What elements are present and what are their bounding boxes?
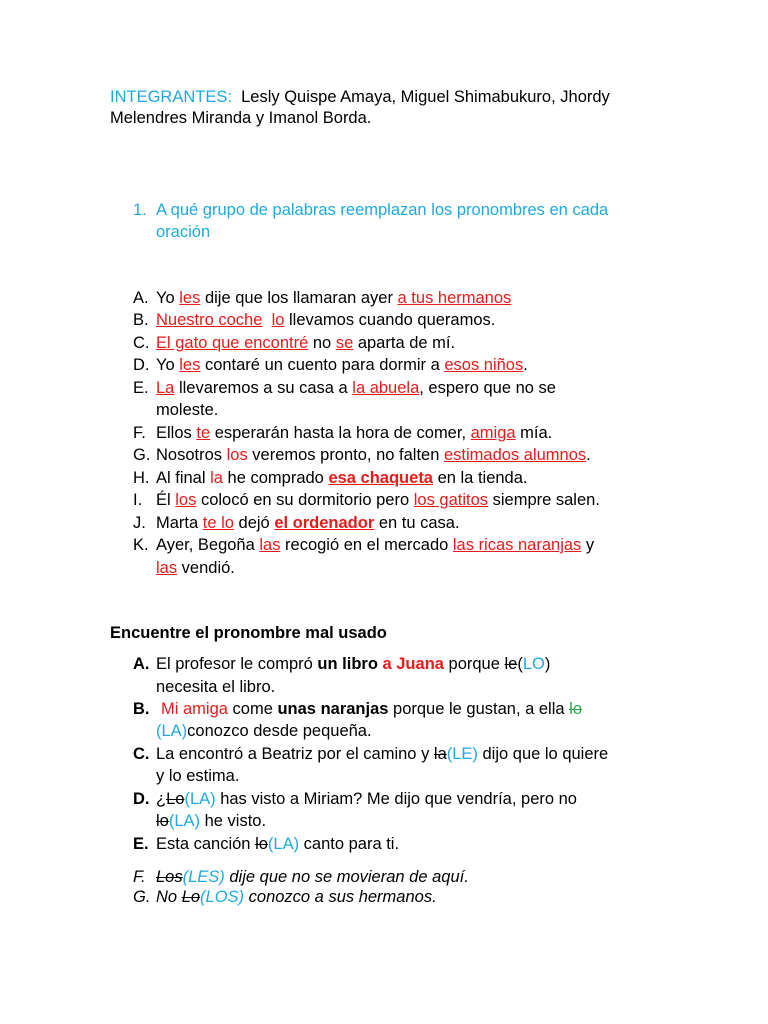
item-text: Marta [156,514,203,532]
list-item [156,788,577,810]
item-letter: H. [133,469,150,487]
wrong-pronoun: lo [255,835,268,853]
item-text: recogió en el mercado [280,536,453,554]
list-item [156,489,600,511]
members-names-1: Lesly Quispe Amaya, Miguel Shimabukuro, Jhordy [241,88,610,106]
pronoun: se [335,334,354,352]
item-text: en la tienda. [433,469,528,487]
item-letter: K. [133,536,149,554]
item-letter: B. [133,311,149,329]
item-letter: J. [133,514,146,532]
item-letter: A. [133,289,149,307]
item-letter: G. [133,888,151,906]
pronoun: La [156,379,175,397]
pronoun: la [210,469,223,487]
item-letter: D. [133,790,150,808]
members-label: INTEGRANTES: [110,88,232,106]
item-letter: D. [133,356,150,374]
list-item [156,467,528,489]
item-letter: G. [133,446,151,464]
list-item [156,743,608,765]
members-line-2 [110,107,371,129]
item-text: Ellos [156,424,197,442]
item-text: Al final [156,469,211,487]
list-item [156,833,399,855]
list-item [156,534,594,556]
item-text: No [156,888,182,906]
subject-phrase: Mi amiga [161,700,228,718]
item-text: has visto a Miriam? Me dijo que vendría, pero no [215,790,577,808]
item-continuation: y lo estima. [156,767,240,785]
list-item [156,867,469,887]
referent: los gatitos [413,491,489,509]
pronoun: las [259,536,281,554]
item-text: contaré un cuento para dormir a [200,356,445,374]
referent: esos niños [444,356,524,374]
item-text: . [523,356,528,374]
item-text: come [227,700,278,718]
item-letter: F. [133,424,146,442]
item-text: Yo [156,356,180,374]
pronoun: los [226,446,248,464]
list-item [156,354,528,376]
item-text: Esta canción [156,835,256,853]
item-letter: E. [133,835,149,853]
item-text: canto para ti. [299,835,400,853]
item-text: dejó [233,514,275,532]
correction: (LE) [446,745,478,763]
list-item [156,698,582,720]
item-letter: C. [133,334,150,352]
wrong-pronoun: le [504,655,518,673]
item-text [262,311,271,329]
pronoun: los [175,491,197,509]
question-1-text-2: oración [156,223,211,241]
item-letter: I. [133,491,143,509]
correction: (LA) [168,812,201,830]
list-item [156,309,495,331]
pronoun: las [156,559,178,577]
correction: (LA) [156,722,188,740]
list-item [156,422,552,444]
item-text: dije que los llamaran ayer [200,289,398,307]
wrong-pronoun: Lo [181,888,201,906]
item-text: colocó en su dormitorio pero [196,491,414,509]
list-item [156,287,511,309]
correction: (LES) [182,868,225,886]
item-continuation [156,557,235,579]
item-text: vendió. [177,559,235,577]
item-text: esperarán hasta la hora de comer, [210,424,471,442]
correction: (LOS) [200,888,245,906]
list-item [156,444,591,466]
pronoun: te [196,424,211,442]
object-phrase: unas naranjas [277,700,389,718]
item-text: y [581,536,595,554]
referent: las ricas naranjas [452,536,582,554]
wrong-pronoun: Los [156,868,183,886]
item-text: dije que no se movieran de aquí. [224,868,469,886]
referent: estimados alumnos [443,446,587,464]
item-continuation: necesita el libro. [156,678,276,696]
item-text: Él [156,491,176,509]
item-text: aparta de mí. [353,334,456,352]
item-text: porque le gustan, a ella [388,700,570,718]
item-letter: E. [133,379,149,397]
item-continuation: moleste. [156,401,219,419]
item-text: conozco desde pequeña. [187,722,372,740]
item-text: en tu casa. [374,514,460,532]
list-item [156,377,556,399]
members-names-2: Melendres Miranda y Imanol Borda. [110,109,372,127]
pronoun: les [179,289,201,307]
item-letter: F. [133,868,146,886]
item-continuation [156,720,372,742]
item-text: conozco a sus hermanos. [244,888,437,906]
object-phrase: un libro [317,655,378,673]
item-text: . [586,446,591,464]
item-letter: A. [133,655,150,673]
item-text: no [308,334,336,352]
item-text: La encontró a Beatriz por el camino y [156,745,434,763]
referent: la abuela [352,379,420,397]
correction: LO [522,655,545,673]
item-text: Yo [156,289,180,307]
members-line-1 [110,86,610,108]
question-1-text-1: A qué grupo de palabras reemplazan los pronombres en cada [156,201,609,219]
item-text: llevamos cuando queramos. [284,311,496,329]
item-text: he visto. [200,812,267,830]
list-item [156,887,437,907]
section-2-title: Encuentre el pronombre mal usado [110,624,387,642]
item-text: veremos pronto, no falten [247,446,444,464]
wrong-pronoun: lo [569,700,582,718]
wrong-pronoun: la [433,745,447,763]
item-text: he comprado [222,469,329,487]
referent: a tus hermanos [397,289,512,307]
item-text: , espero que no se [419,379,556,397]
item-text: ¿ [156,790,167,808]
referent: El gato que encontré [156,334,309,352]
referent: amiga [470,424,516,442]
wrong-pronoun: lo [156,812,169,830]
list-item [156,332,455,354]
list-item [156,653,550,675]
item-letter: B. [133,700,150,718]
referent: Nuestro coche [156,311,263,329]
item-text: dijo que lo quiere [477,745,609,763]
wrong-pronoun: Lo [166,790,185,808]
correction: (LA) [184,790,216,808]
list-item [156,512,460,534]
item-text: mía. [515,424,553,442]
item-text: El profesor le compró [156,655,318,673]
item-text: porque [443,655,505,673]
referent: el ordenador [274,514,375,532]
item-text: ( [517,655,523,673]
item-continuation [156,810,266,832]
indirect-object: a Juana [382,655,444,673]
item-letter: C. [133,745,150,763]
item-text: ) [544,655,551,673]
question-1-number: 1. [133,201,147,219]
pronoun: te lo [202,514,234,532]
item-text: siempre salen. [488,491,600,509]
item-text: Nosotros [156,446,227,464]
correction: (LA) [267,835,300,853]
pronoun: lo [271,311,285,329]
item-text: llevaremos a su casa a [174,379,353,397]
referent: esa chaqueta [328,469,433,487]
item-text: Ayer, Begoña [156,536,260,554]
pronoun: les [179,356,201,374]
